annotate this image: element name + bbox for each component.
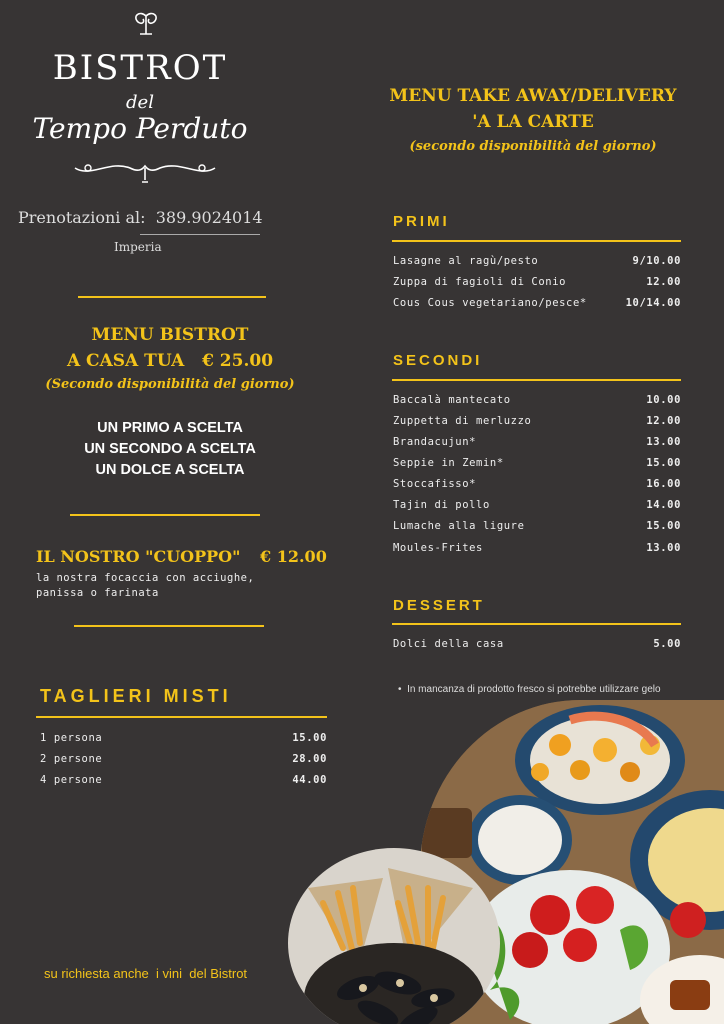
item-name: Tajin di pollo — [393, 499, 490, 511]
header-title-2: 'A LA CARTE — [472, 112, 594, 132]
logo-tempo-perduto: Tempo Perduto — [32, 112, 248, 145]
bistrot-menu-items — [20, 418, 320, 481]
list-item: UN PRIMO A SCELTA — [97, 420, 243, 436]
bistrot-menu-price: A CASA TUA € 25.00 — [66, 351, 274, 371]
mussels-fries-photo — [288, 848, 500, 1024]
divider — [392, 379, 681, 381]
item-name: Stoccafisso* — [393, 478, 477, 490]
logo-bistrot: BISTROT — [52, 48, 228, 88]
secondi-title: SECONDI — [393, 352, 483, 369]
divider — [140, 234, 260, 235]
item-price: 10/14.00 — [625, 297, 681, 309]
list-item — [393, 276, 681, 288]
list-item: UN DOLCE A SCELTA — [95, 462, 245, 478]
item-name: Dolci della casa — [393, 638, 504, 650]
list-item — [393, 478, 681, 490]
item-name: 1 persona — [40, 732, 103, 744]
list-item — [393, 394, 681, 406]
divider — [36, 716, 327, 718]
footer-note: su richiesta anche i vini del Bistrot — [44, 966, 248, 981]
list-item — [393, 415, 681, 427]
item-name: Seppie in Zemin* — [393, 457, 504, 469]
item-price: 5.00 — [653, 638, 681, 650]
item-price: 12.00 — [646, 415, 681, 427]
list-item — [40, 753, 327, 765]
frozen-note — [398, 684, 661, 695]
ornament-bottom-icon — [70, 154, 220, 188]
list-item — [393, 297, 681, 309]
item-price: 9/10.00 — [632, 255, 681, 267]
list-item — [40, 774, 327, 786]
item-name: Baccalà mantecato — [393, 394, 511, 406]
item-name: Lumache alla ligure — [393, 520, 525, 532]
list-item — [40, 732, 327, 744]
logo — [0, 0, 290, 200]
item-price: 13.00 — [646, 436, 681, 448]
item-price: 12.00 — [646, 276, 681, 288]
item-name: Moules-Frites — [393, 542, 483, 554]
item-price: 15.00 — [646, 457, 681, 469]
item-name: Cous Cous vegetariano/pesce* — [393, 297, 587, 309]
item-price: 13.00 — [646, 542, 681, 554]
header-title-1: MENU TAKE AWAY/DELIVERY — [389, 86, 677, 106]
taglieri-title: TAGLIERI MISTI — [40, 686, 232, 706]
item-name: Lasagne al ragù/pesto — [393, 255, 539, 267]
cuoppo-price: € 12.00 — [260, 547, 327, 566]
item-name: 2 persone — [40, 753, 103, 765]
bistrot-menu-note: (Secondo disponibilità del giorno) — [45, 377, 295, 392]
list-item: UN SECONDO A SCELTA — [84, 441, 256, 457]
list-item — [393, 520, 681, 532]
description-line: la nostra focaccia con acciughe, — [36, 572, 255, 584]
note-text: In mancanza di prodotto fresco si potrebbe utilizzare gelo — [407, 684, 661, 695]
reservation-label: Prenotazioni al: — [18, 208, 146, 227]
cuoppo-title — [36, 547, 327, 566]
list-item — [393, 542, 681, 554]
divider — [392, 623, 681, 625]
divider — [74, 625, 264, 627]
item-price: 15.00 — [292, 732, 327, 744]
cuoppo-description — [36, 571, 254, 601]
item-price: 10.00 — [646, 394, 681, 406]
cuoppo-name: IL NOSTRO "CUOPPO" — [36, 547, 241, 566]
list-item — [393, 436, 681, 448]
list-item — [393, 499, 681, 511]
logo-del: del — [126, 92, 154, 113]
header-subtitle: (secondo disponibilità del giorno) — [409, 139, 657, 154]
list-item — [393, 457, 681, 469]
item-price: 44.00 — [292, 774, 327, 786]
item-price: 15.00 — [646, 520, 681, 532]
item-price: 16.00 — [646, 478, 681, 490]
item-name: Zuppa di fagioli di Conio — [393, 276, 567, 288]
dessert-title: DESSERT — [393, 597, 485, 614]
bistrot-menu-title: MENU BISTROT — [91, 325, 249, 345]
item-name: Zuppetta di merluzzo — [393, 415, 532, 427]
description-line: panissa o farinata — [36, 587, 159, 599]
phone-number[interactable]: 389.9024014 — [155, 208, 263, 227]
item-price: 28.00 — [292, 753, 327, 765]
item-name: Brandacujun* — [393, 436, 477, 448]
list-item — [393, 255, 681, 267]
divider — [392, 240, 681, 242]
city-label: Imperia — [114, 240, 162, 254]
bullet-icon: • — [398, 684, 408, 695]
list-item — [393, 638, 681, 650]
ornament-top-icon — [126, 12, 166, 38]
divider — [78, 296, 266, 298]
reservation-line — [18, 208, 263, 227]
divider — [70, 514, 260, 516]
item-price: 14.00 — [646, 499, 681, 511]
item-name: 4 persone — [40, 774, 103, 786]
primi-title: PRIMI — [393, 213, 450, 230]
